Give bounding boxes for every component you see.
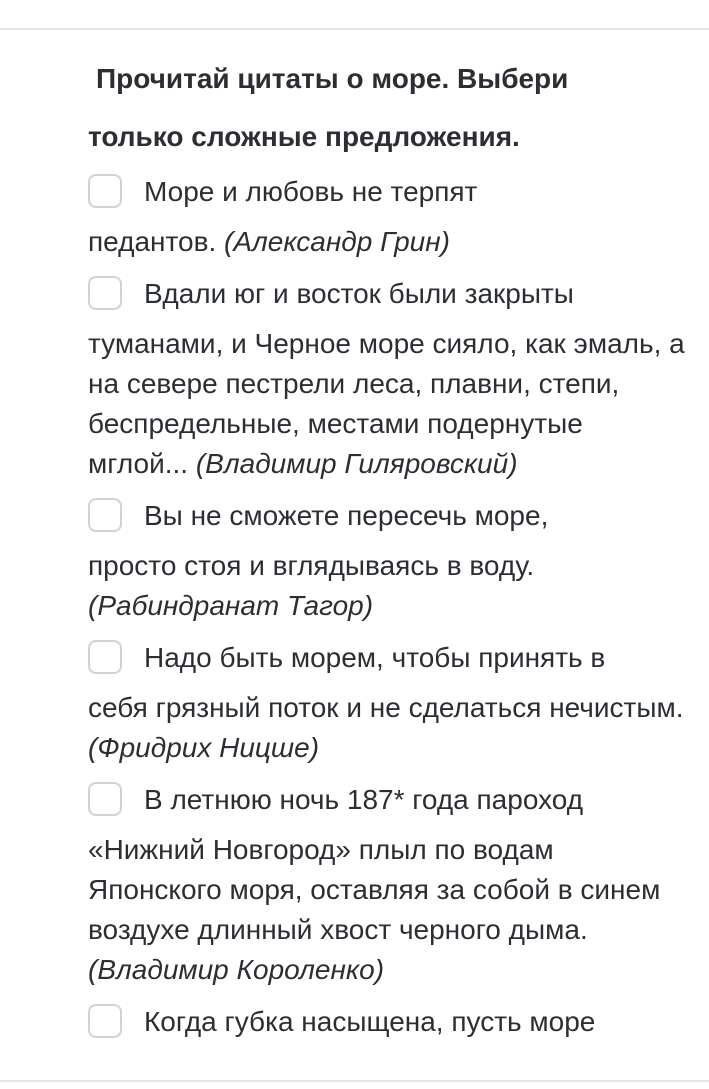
option-author: (Рабиндранат Тагор) bbox=[88, 590, 374, 621]
answer-option[interactable] bbox=[88, 780, 688, 990]
top-divider bbox=[0, 28, 709, 30]
option-author: (Фридрих Ницше) bbox=[88, 732, 320, 763]
question-block bbox=[88, 50, 688, 1054]
option-text-rest bbox=[88, 830, 688, 990]
answer-option[interactable] bbox=[88, 638, 688, 768]
option-quote-text: педантов. bbox=[88, 226, 217, 257]
question-title bbox=[88, 50, 688, 166]
option-text-rest bbox=[88, 688, 688, 768]
option-checkbox[interactable] bbox=[88, 276, 122, 310]
answer-option[interactable] bbox=[88, 274, 688, 484]
option-text-first-line: Надо быть морем, чтобы принять в bbox=[144, 642, 606, 673]
option-quote-text: просто стоя и вглядываясь в воду. bbox=[88, 550, 535, 581]
answer-option[interactable] bbox=[88, 496, 688, 626]
option-author: (Александр Грин) bbox=[224, 226, 450, 257]
answer-options-list bbox=[88, 172, 688, 1042]
question-title-line-1: Прочитай цитаты о море. Выбери bbox=[96, 63, 569, 94]
option-quote-text: «Нижний Новгород» плыл по водам Японского моря, оставляя за собой в синем воздухе длинный хвост черного дыма. bbox=[88, 834, 661, 945]
option-checkbox[interactable] bbox=[88, 782, 122, 816]
option-text-rest bbox=[88, 546, 688, 626]
option-author: (Владимир Гиляровский) bbox=[195, 448, 518, 479]
bottom-divider bbox=[0, 1080, 709, 1082]
option-checkbox[interactable] bbox=[88, 640, 122, 674]
option-text-first-line: В летнюю ночь 187* года пароход bbox=[144, 784, 584, 815]
option-checkbox[interactable] bbox=[88, 1004, 122, 1038]
option-text-first-line: Море и любовь не терпят bbox=[144, 176, 478, 207]
option-text-rest bbox=[88, 222, 688, 262]
option-text-first-line: Когда губка насыщена, пусть море bbox=[144, 1006, 596, 1037]
answer-option[interactable] bbox=[88, 1002, 688, 1042]
answer-option[interactable] bbox=[88, 172, 688, 262]
option-author: (Владимир Короленко) bbox=[88, 954, 385, 985]
option-quote-text: себя грязный поток и не сделаться нечистым. bbox=[88, 692, 684, 723]
option-checkbox[interactable] bbox=[88, 174, 122, 208]
question-title-line-2: только сложные предложения. bbox=[88, 121, 520, 152]
option-quote-text: туманами, и Черное море сияло, как эмаль, а на севере пестрели леса, плавни, степи, беспредельные, местами подернутые мглой... bbox=[88, 328, 685, 479]
option-text-first-line: Вдали юг и восток были закрыты bbox=[144, 278, 574, 309]
option-checkbox[interactable] bbox=[88, 498, 122, 532]
option-text-first-line: Вы не сможете пересечь море, bbox=[144, 500, 549, 531]
option-text-rest bbox=[88, 324, 688, 484]
